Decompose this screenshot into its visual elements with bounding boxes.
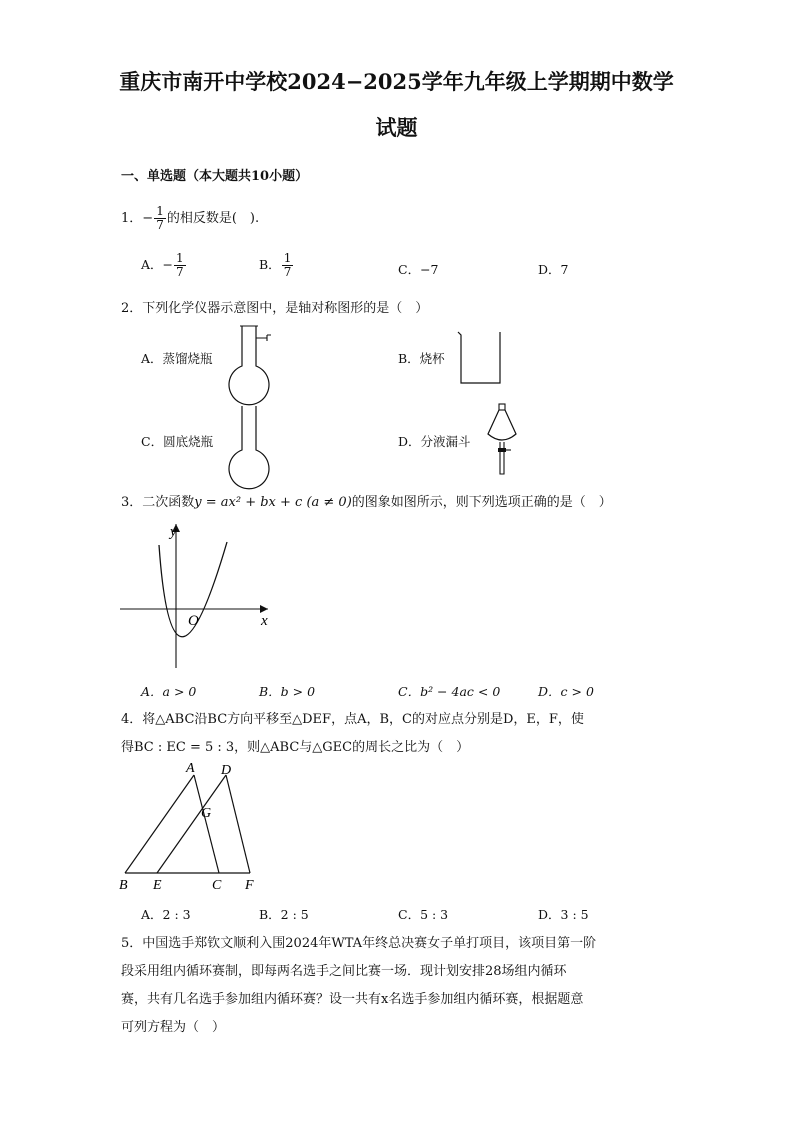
q4-option-b[interactable]: B．2 : 5 <box>259 907 309 922</box>
q1-option-b[interactable]: B． $\frac{1}{7}$ <box>259 251 292 279</box>
origin-label: O <box>188 613 199 629</box>
question-4-line1: 4．将△ABC沿BC方向平移至△DEF，点A，B，C的对应点分别是D，E，F，使 <box>121 712 584 727</box>
q3-option-d[interactable]: D．c > 0 <box>538 684 594 699</box>
question-number: 1． <box>121 211 143 226</box>
page-title: 重庆市南开中学校2024−2025学年九年级上学期期中数学 <box>119 69 674 94</box>
distilling-flask-icon <box>225 322 285 392</box>
question-text: 的相反数是( ). <box>166 211 260 226</box>
vertex-d-label: D <box>221 763 232 778</box>
q4-option-d[interactable]: D．3 : 5 <box>538 907 589 922</box>
q4-option-a[interactable]: A．2 : 3 <box>141 907 191 922</box>
q1-option-a[interactable]: A．− $\frac{1}{7}$ <box>141 251 184 279</box>
vertex-f-label: F <box>245 878 254 893</box>
triangle-figure <box>115 760 275 895</box>
question-1 <box>121 205 259 232</box>
question-5-line3: 赛，共有几名选手参加组内循环赛？设一共有x名选手参加组内循环赛，根据题意 <box>121 992 584 1007</box>
question-5-line1: 5．中国选手郑钦文顺利入围2024年WTA年终总决赛女子单打项目，该项目第一阶 <box>121 936 597 951</box>
neg-sign: − <box>142 211 154 226</box>
parabola-graph <box>118 520 278 670</box>
vertex-e-label: E <box>153 878 162 893</box>
q3-option-a[interactable]: A．a > 0 <box>141 684 197 699</box>
page-title-line2: 试题 <box>375 115 418 140</box>
q4-option-c[interactable]: C．5 : 3 <box>398 907 449 922</box>
question-5-line2: 段采用组内循环赛制，即每两名选手之间比赛一场．现计划安排28场组内循环 <box>121 964 567 979</box>
question-3: 3．二次函数y = ax² + bx + c (a ≠ 0)的图象如图所示，则下列选项正确的是（ ） <box>121 495 612 510</box>
separatory-funnel-icon <box>485 402 525 478</box>
vertex-a-label: A <box>186 761 195 776</box>
question-2: 2．下列化学仪器示意图中，是轴对称图形的是（ ） <box>121 301 429 316</box>
vertex-c-label: C <box>212 878 222 893</box>
point-g-label: G <box>201 806 212 821</box>
fraction: $\frac{1}{7}$ <box>156 204 164 232</box>
q2-option-c[interactable]: C．圆底烧瓶 <box>141 434 214 449</box>
question-5-line4: 可列方程为（ ） <box>121 1020 226 1035</box>
q3-option-b[interactable]: B．b > 0 <box>259 684 316 699</box>
q1-option-d[interactable]: D．7 <box>538 262 569 277</box>
question-4-line2: 得BC : EC = 5 : 3，则△ABC与△GEC的周长之比为（ ） <box>121 740 470 755</box>
q2-option-a[interactable]: A．蒸馏烧瓶 <box>141 351 213 366</box>
q2-option-d[interactable]: D．分液漏斗 <box>398 434 471 449</box>
vertex-b-label: B <box>119 878 128 893</box>
formula: y = ax² + bx + c (a ≠ 0) <box>194 495 352 510</box>
q2-option-b[interactable]: B．烧杯 <box>398 351 445 366</box>
y-axis-label: y <box>170 524 177 540</box>
q1-option-c[interactable]: C．−7 <box>398 262 439 277</box>
beaker-icon <box>456 330 504 386</box>
x-axis-label: x <box>261 613 268 629</box>
section-heading: 一、单选题（本大题共10小题） <box>121 169 309 184</box>
round-bottom-flask-icon <box>225 404 275 476</box>
q3-option-c[interactable]: C．b² − 4ac < 0 <box>398 684 501 699</box>
